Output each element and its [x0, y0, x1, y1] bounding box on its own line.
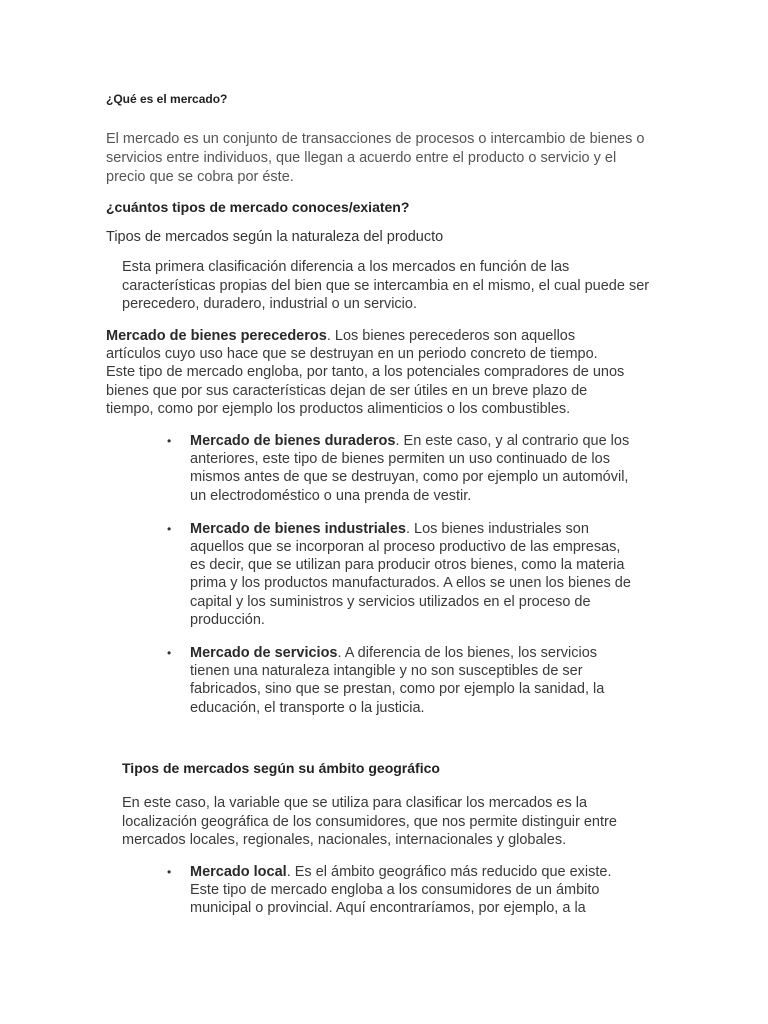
bullet-icon: •	[167, 521, 172, 536]
list-item-durable-goods	[164, 432, 634, 505]
bullet-icon: •	[167, 434, 172, 448]
bullet-icon: •	[167, 646, 172, 661]
heading-types-by-geography: Tipos de mercados según su ámbito geográfico	[122, 760, 440, 776]
perishable-goods-text: . Los bienes perecederos son aquellos artículos cuyo uso hace que se destruyan en un periodo concreto de tiempo. Este tipo de mercado engloba, por tanto, a los potenciales compradores de unos bienes que por sus características dejan de ser útiles en un breve plazo de tiempo, como por ejemplo los productos alimenticios o los combustibles.	[106, 328, 625, 417]
bullet-icon: •	[167, 865, 172, 879]
list-item-term: Mercado local	[190, 864, 287, 880]
list-item-text: . En este caso, y al contrario que los anteriores, este tipo de bienes permiten un uso continuado de los mismos antes de que se destruyan, como por ejemplo un automóvil, un electrodoméstico o una prenda de vestir.	[190, 433, 630, 504]
geographic-list	[164, 863, 634, 918]
list-item-text: . Los bienes industriales son aquellos que se incorporan al proceso productivo de las empresas, es decir, que se utilizan para producir otros bienes, como la materia prima y los productos manufacturados. A ellos se unen los bienes de capital y los suministros y servicios utilizados en el proceso de producción.	[190, 520, 631, 628]
heading-types-by-product-nature: Tipos de mercados según la naturaleza del producto	[106, 229, 444, 245]
list-item-term: Mercado de bienes industriales	[190, 520, 406, 537]
intro-paragraph: El mercado es un conjunto de transacciones de procesos o intercambio de bienes o servicios entre individuos, que llegan a acuerdo entre el producto o servicio y el precio que se cobra por éste.	[106, 131, 645, 185]
question-market-types: ¿cuántos tipos de mercado conoces/exiaten?	[106, 199, 410, 215]
list-item-term: Mercado de bienes duraderos	[190, 433, 396, 449]
question-what-is-market: ¿Qué es el mercado?	[106, 92, 228, 106]
list-item-text: . Es el ámbito geográfico más reducido que existe. Este tipo de mercado engloba a los consumidores de un ámbito municipal o provincial. Aquí encontraríamos, por ejemplo, a la	[190, 864, 612, 917]
classification-paragraph: Esta primera clasificación diferencia a los mercados en función de las características propias del bien que se intercambia en el mismo, el cual puede ser perecedero, duradero, industrial o un servicio.	[122, 259, 650, 312]
perishable-goods-term: Mercado de bienes perecederos	[106, 328, 327, 344]
list-item-text: . A diferencia de los bienes, los servicios tienen una naturaleza intangible y no son susceptibles de ser fabricados, sino que se prestan, como por ejemplo la sanidad, la educación, el transporte o la justicia.	[190, 645, 605, 716]
perishable-goods-paragraph	[106, 327, 626, 418]
product-nature-list	[164, 432, 634, 732]
list-item-term: Mercado de servicios	[190, 645, 338, 662]
list-item-local-market	[164, 863, 634, 918]
list-item-services	[164, 644, 634, 717]
list-item-industrial-goods	[164, 520, 634, 629]
geographic-intro-paragraph: En este caso, la variable que se utiliza para clasificar los mercados es la localización geográfica de los consumidores, que nos permite distinguir entre mercados locales, regionales, nacionales, internacionales y globales.	[122, 795, 617, 848]
